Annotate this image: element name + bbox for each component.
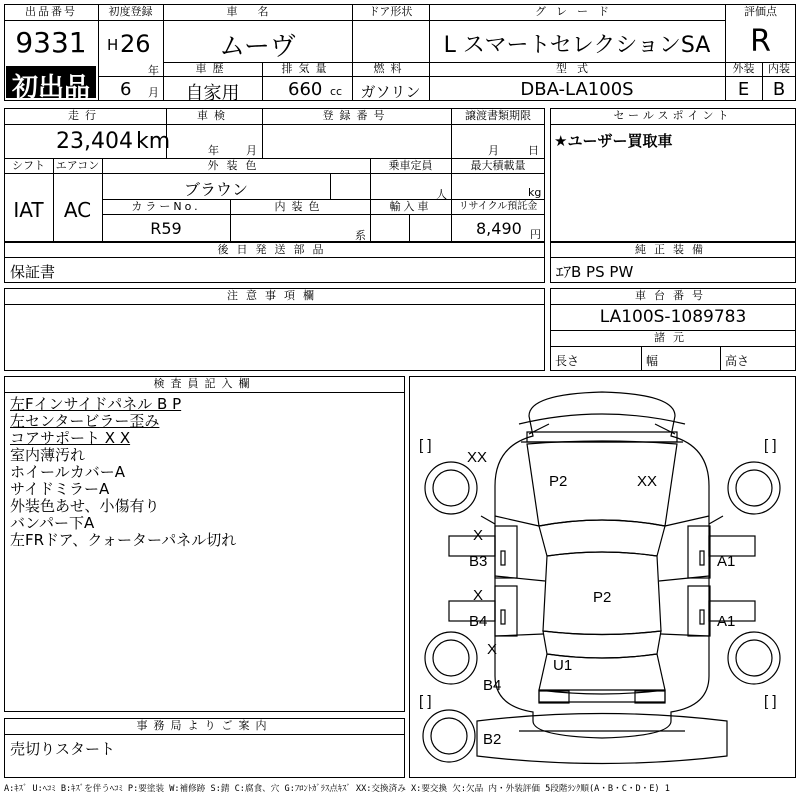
legend-text: A:ｷｽﾞ U:ﾍｺﾐ B:ｷｽﾞを伴うﾍｺﾐ P:要塗装 W:補修跡 S:錆 C:腐食、穴 G:ﾌﾛﾝﾄｶﾞﾗｽ点ｷｽﾞ XX:交換済み X:要交換 欠:欠品 内・外装評価 5段階ﾗﾝｸ順(A・B・C・D・E) 1 bbox=[4, 784, 670, 794]
recycle-label: リサイクル預託金 bbox=[458, 201, 538, 212]
fuel-value: ガソリン bbox=[360, 83, 421, 101]
inspector-line: 室内薄汚れ bbox=[10, 446, 86, 464]
mark-x-left-quarter: X bbox=[487, 641, 498, 658]
equipment-label: 純正装備 bbox=[635, 243, 711, 256]
inspection-year-unit: 年 bbox=[208, 144, 219, 157]
bracket-left-rear: [ ] bbox=[419, 693, 432, 710]
capacity-label: 乗車定員 bbox=[388, 159, 433, 172]
exterior-grade: E bbox=[737, 79, 750, 100]
inspector-lines bbox=[10, 396, 236, 549]
capacity-unit: 人 bbox=[436, 188, 447, 201]
interior-label: 内装 bbox=[768, 62, 790, 75]
score-label: 評価点 bbox=[744, 5, 777, 18]
color-no-label: カラーNo. bbox=[131, 200, 201, 213]
car-diagram bbox=[409, 376, 796, 778]
inspector-line: バンパー下A bbox=[10, 514, 95, 532]
windshield bbox=[539, 520, 665, 556]
mark-b4-left-quarter: B4 bbox=[483, 677, 502, 694]
mark-x-left-rear-door: X bbox=[473, 587, 484, 604]
interior-grade: B bbox=[772, 79, 786, 100]
right-rear-door bbox=[688, 586, 710, 636]
inspection-month-unit: 月 bbox=[246, 144, 257, 157]
mileage-label: 走行 bbox=[68, 109, 102, 122]
sales-points-text: ★ユーザー買取車 bbox=[554, 132, 673, 150]
interior-color-unit: 系 bbox=[355, 229, 366, 242]
max-load-unit: kg bbox=[528, 186, 542, 199]
length-label: 長さ bbox=[555, 354, 580, 368]
registration-label: 初度登録 bbox=[108, 5, 153, 18]
shift-value: IAT bbox=[13, 198, 44, 222]
height-label: 高さ bbox=[725, 354, 750, 368]
lot-number: 9331 bbox=[15, 26, 87, 59]
reg-number-label: 登録番号 bbox=[322, 109, 391, 122]
bracket-left-front: [ ] bbox=[419, 437, 432, 454]
registration-month: 6 bbox=[120, 79, 132, 100]
inspector-line: 外装色あせ、小傷有り bbox=[10, 497, 160, 515]
mark-x-left-front-door: X bbox=[473, 527, 484, 544]
car-name-label: 車名 bbox=[226, 5, 289, 18]
right-front-door bbox=[688, 526, 710, 578]
mark-p2-roof: P2 bbox=[593, 589, 612, 606]
fuel-label: 燃料 bbox=[373, 62, 408, 75]
history-value: 自家用 bbox=[185, 83, 240, 104]
bracket-right-front: [ ] bbox=[764, 437, 777, 454]
mark-b4-left-rear-door: B4 bbox=[469, 613, 488, 630]
recycle-value: 8,490 bbox=[476, 219, 522, 238]
exterior-label: 外装 bbox=[732, 62, 755, 75]
year-unit: 年 bbox=[148, 64, 159, 77]
exterior-color-value: ブラウン bbox=[183, 180, 248, 199]
model-value: DBA-LA100S bbox=[520, 79, 634, 100]
mark-a1-right-front-door: A1 bbox=[717, 553, 736, 570]
inspector-line: 左Fインサイドパネル B P bbox=[10, 395, 182, 413]
chassis-number: LA100S-1089783 bbox=[599, 307, 747, 327]
office-label: 事務局よりご案内 bbox=[136, 719, 273, 732]
later-parts-label: 後日発送部品 bbox=[217, 243, 332, 256]
transfer-deadline-label: 譲渡書類期限 bbox=[465, 109, 531, 122]
aircon-value: AC bbox=[63, 198, 92, 222]
inspector-line: 左センタービラー歪み bbox=[10, 412, 160, 430]
transfer-day-unit: 日 bbox=[528, 144, 539, 157]
first-listing-text: 初出品 bbox=[11, 73, 90, 103]
inspector-line: 左FRドア、クォーターパネル切れ bbox=[10, 531, 237, 549]
displacement-unit: cc bbox=[330, 85, 343, 98]
era-letter: H bbox=[107, 36, 119, 54]
displacement-label: 排気量 bbox=[281, 62, 333, 75]
transfer-month-unit: 月 bbox=[488, 144, 499, 157]
bracket-right-rear: [ ] bbox=[764, 693, 777, 710]
history-label: 車歴 bbox=[195, 62, 230, 75]
mark-a1-right-rear-door: A1 bbox=[717, 613, 736, 630]
registration-year: 26 bbox=[120, 30, 151, 58]
car-name: ムーヴ bbox=[219, 32, 296, 62]
dims-label: 諸元 bbox=[654, 331, 692, 344]
later-parts-text: 保証書 bbox=[10, 263, 56, 281]
office-text: 売切りスタート bbox=[10, 740, 116, 758]
score-value: R bbox=[750, 24, 771, 59]
mark-u1-trunk: U1 bbox=[553, 657, 573, 674]
color-no-value: R59 bbox=[150, 219, 182, 238]
grade-value: L スマートセレクションSA bbox=[443, 33, 711, 58]
interior-color-label: 内装色 bbox=[274, 200, 326, 213]
lot-number-label: 出品番号 bbox=[25, 5, 77, 18]
left-front-door bbox=[495, 526, 517, 578]
aircon-label: エアコン bbox=[55, 159, 100, 172]
displacement-value: 660 bbox=[288, 79, 323, 100]
mark-p2-hood: P2 bbox=[549, 473, 568, 490]
inspector-label: 検査員記入欄 bbox=[153, 377, 256, 390]
recycle-unit: 円 bbox=[530, 228, 541, 241]
width-label: 幅 bbox=[646, 354, 659, 368]
inspector-line: ホイールカバーA bbox=[10, 463, 125, 481]
equipment-text: ｴｱB PS PW bbox=[556, 263, 634, 281]
mark-xx-front-left: XX bbox=[467, 449, 488, 466]
sales-points-label: セールスポイント bbox=[613, 109, 733, 122]
inspector-line: サイドミラーA bbox=[10, 480, 110, 498]
mileage-unit: km bbox=[136, 129, 171, 154]
max-load-label: 最大積載量 bbox=[470, 159, 526, 172]
import-label: 輸入車 bbox=[389, 200, 432, 213]
mileage-value: 23,404 bbox=[56, 129, 133, 154]
grade-label: グレード bbox=[535, 5, 619, 18]
month-unit: 月 bbox=[148, 86, 159, 99]
shift-label: シフト bbox=[12, 159, 45, 172]
inspection-label: 車検 bbox=[197, 109, 231, 122]
inspector-line: コアサポート X X bbox=[10, 429, 131, 447]
mark-b2-rear-bumper: B2 bbox=[483, 731, 502, 748]
exterior-color-label: 外装色 bbox=[207, 159, 265, 172]
door-label: ドア形状 bbox=[368, 5, 413, 18]
mark-b3-left-front-door: B3 bbox=[469, 553, 488, 570]
left-rear-door bbox=[495, 586, 517, 636]
notes-label: 注意事項欄 bbox=[227, 289, 322, 302]
chassis-label: 車台番号 bbox=[635, 289, 711, 302]
mark-xx-front-right: XX bbox=[637, 473, 658, 490]
rear-window bbox=[543, 631, 661, 658]
sales-points-box bbox=[550, 108, 796, 242]
model-label: 型式 bbox=[556, 62, 598, 75]
